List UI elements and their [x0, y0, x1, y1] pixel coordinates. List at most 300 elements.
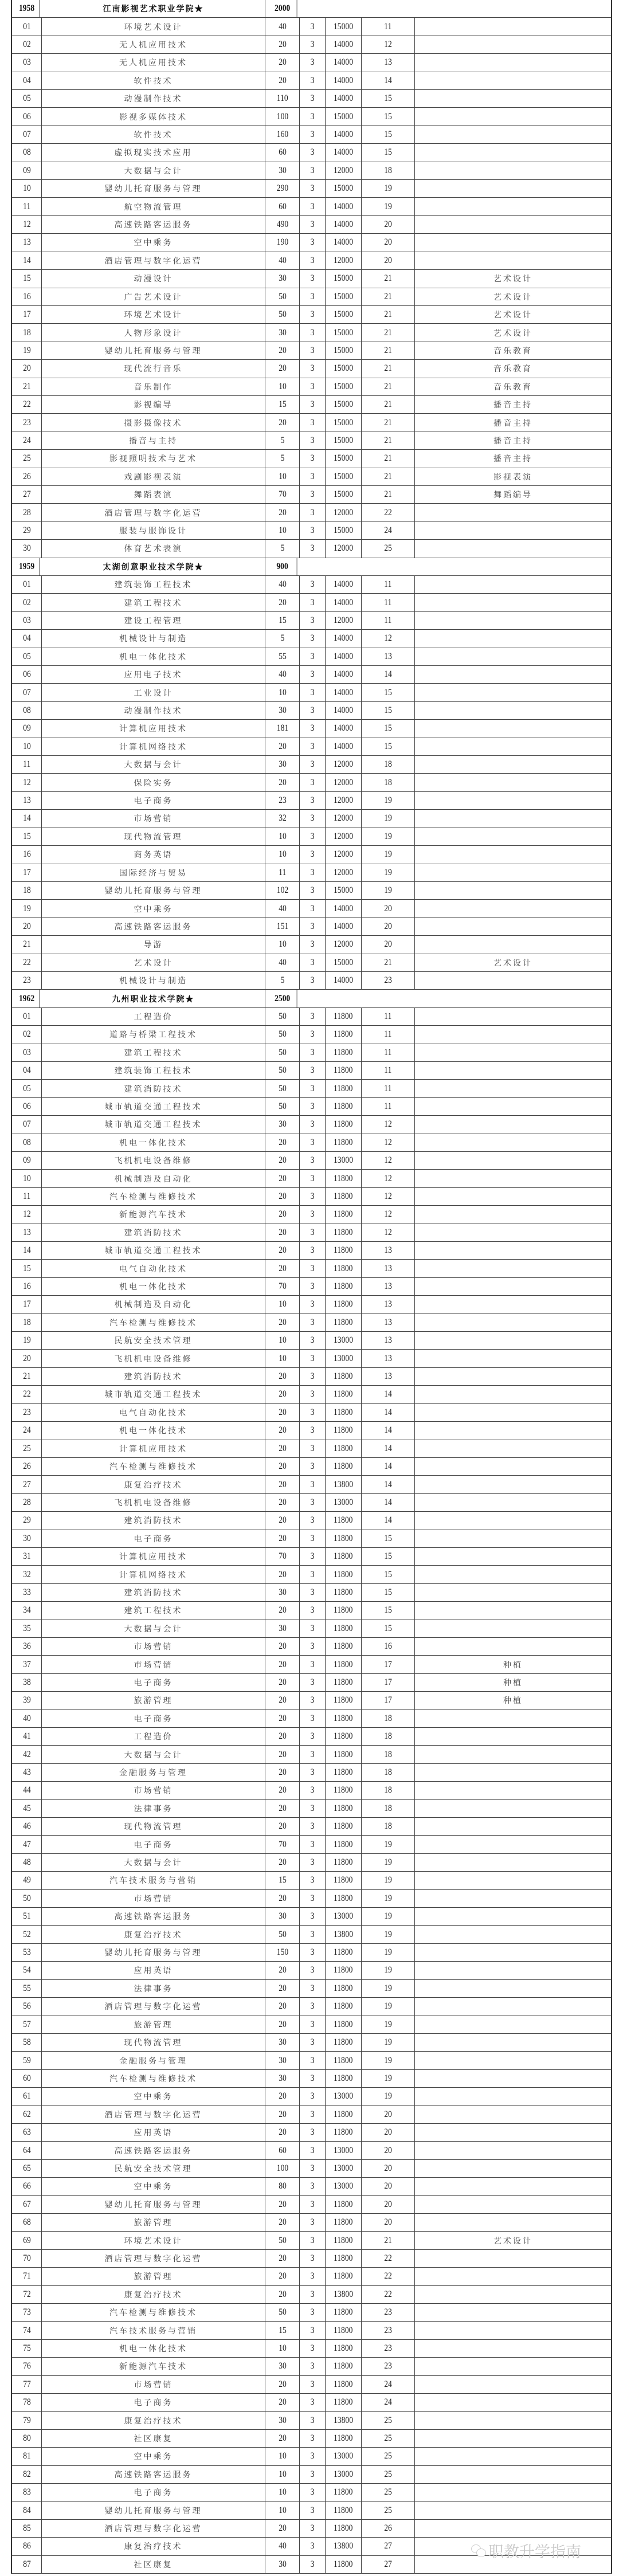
major-years: 3	[310, 2523, 315, 2534]
major-category-cell	[362, 1872, 415, 1889]
major-category: 21	[384, 453, 392, 464]
major-tuition: 13000	[334, 2145, 353, 2155]
major-years-cell	[300, 1368, 326, 1385]
major-quota: 20	[278, 1569, 287, 1579]
major-name: 飞机机电设备维修	[114, 1354, 193, 1364]
major-remark-cell	[415, 324, 611, 341]
major-category-cell	[362, 2124, 415, 2141]
major-category-cell	[362, 144, 415, 161]
major-category-cell	[362, 1080, 415, 1097]
major-row	[12, 2304, 611, 2322]
major-remark-cell	[415, 468, 611, 485]
major-category: 21	[384, 381, 392, 391]
major-row	[12, 1098, 611, 1116]
major-years: 3	[310, 2109, 315, 2119]
major-category: 19	[384, 2001, 392, 2012]
major-remark-cell	[415, 1638, 611, 1655]
major-category-cell	[362, 1062, 415, 1079]
major-row	[12, 2070, 611, 2088]
major-code-cell	[12, 1584, 42, 1601]
major-name: 康复治疗技术	[124, 2290, 183, 2300]
major-remark-cell	[415, 2106, 611, 2123]
major-name: 工程造价	[134, 1732, 173, 1742]
major-tuition-cell	[326, 1566, 362, 1583]
major-years: 3	[310, 1551, 315, 1562]
major-tuition: 11800	[334, 2253, 353, 2263]
major-remark-cell	[415, 450, 611, 467]
major-code: 27	[22, 489, 31, 500]
major-category: 14	[384, 1425, 392, 1436]
major-row	[12, 1332, 611, 1350]
major-quota: 20	[278, 1155, 287, 1166]
major-years: 3	[310, 921, 315, 931]
major-row	[12, 1512, 611, 1530]
major-code: 30	[22, 543, 31, 554]
major-quota-cell	[265, 198, 300, 215]
major-quota: 32	[278, 813, 287, 824]
major-category: 21	[384, 489, 392, 500]
major-tuition: 11800	[334, 1209, 353, 1220]
major-name: 电子商务	[134, 1534, 173, 1544]
major-quota: 30	[278, 2559, 287, 2569]
major-quota: 30	[278, 759, 287, 770]
major-tuition-cell	[326, 1818, 362, 1835]
major-tuition: 11800	[334, 2001, 353, 2012]
major-remark-cell	[415, 198, 611, 215]
major-category-cell	[362, 198, 415, 215]
major-name: 播音与主持	[129, 436, 178, 446]
major-category: 11	[384, 615, 392, 626]
major-remark: 种植	[503, 1696, 523, 1706]
major-name: 商务英语	[134, 850, 173, 860]
major-quota: 20	[278, 2523, 287, 2534]
major-name: 应用英语	[134, 1966, 173, 1976]
major-name-cell	[42, 90, 265, 107]
major-category: 25	[384, 2469, 392, 2479]
major-code-cell	[12, 1980, 42, 1997]
major-tuition: 11800	[334, 2505, 353, 2515]
major-name-cell	[42, 1854, 265, 1871]
major-code: 01	[22, 579, 31, 590]
major-years-cell	[300, 1728, 326, 1745]
major-name-cell	[42, 1638, 265, 1655]
major-quota: 30	[278, 2055, 287, 2065]
major-category-cell	[362, 432, 415, 449]
major-tuition-cell	[326, 612, 362, 629]
major-row	[12, 126, 611, 144]
major-tuition-cell	[326, 486, 362, 503]
major-quota: 50	[278, 1047, 287, 1057]
major-name: 汽车检测与维修技术	[109, 2308, 197, 2318]
major-remark-cell	[415, 2466, 611, 2483]
major-quota: 20	[278, 2019, 287, 2029]
major-code-cell	[12, 1188, 42, 1205]
major-tuition-cell	[326, 288, 362, 305]
major-quota-cell	[265, 2556, 300, 2573]
school-quota: 900	[268, 558, 297, 575]
major-name-cell	[42, 1170, 265, 1187]
major-name-cell	[42, 1566, 265, 1583]
major-tuition-cell	[326, 2501, 362, 2519]
major-code-cell	[12, 1134, 42, 1151]
major-name-cell	[42, 18, 265, 35]
major-code: 11	[22, 759, 31, 770]
major-tuition: 12000	[334, 165, 353, 175]
major-category-cell	[362, 1728, 415, 1745]
major-quota-cell	[265, 954, 300, 971]
major-row	[12, 1242, 611, 1260]
major-category-cell	[362, 1584, 415, 1601]
major-years: 3	[310, 723, 315, 734]
major-row	[12, 648, 611, 666]
major-code-cell	[12, 684, 42, 701]
major-name: 建筑消防技术	[124, 1373, 183, 1382]
major-code: 86	[22, 2541, 31, 2551]
major-category: 18	[384, 777, 392, 787]
major-years-cell	[300, 1404, 326, 1421]
major-quota-cell	[265, 1260, 300, 1277]
major-code-cell	[12, 1278, 42, 1295]
major-years-cell	[300, 900, 326, 917]
major-code: 04	[22, 75, 31, 85]
major-tuition-cell	[326, 720, 362, 737]
major-years: 3	[310, 2451, 315, 2461]
major-row	[12, 90, 611, 108]
major-tuition-cell	[326, 936, 362, 953]
major-quota-cell	[265, 1566, 300, 1583]
major-quota-cell	[265, 1332, 300, 1349]
major-years-cell	[300, 1152, 326, 1169]
major-years: 3	[310, 1389, 315, 1399]
major-quota-cell	[265, 1350, 300, 1367]
major-quota: 80	[278, 2181, 287, 2191]
major-years-cell	[300, 612, 326, 629]
major-remark-cell	[415, 2088, 611, 2105]
major-name: 现代物流管理	[124, 832, 183, 842]
major-quota: 20	[278, 1389, 287, 1399]
major-quota: 20	[278, 1515, 287, 1526]
major-years-cell	[300, 180, 326, 197]
major-remark-cell	[415, 1458, 611, 1475]
major-name-cell	[42, 108, 265, 125]
major-years-cell	[300, 972, 326, 989]
major-tuition: 11800	[334, 1245, 353, 1256]
major-row	[12, 846, 611, 864]
major-name-cell	[42, 2160, 265, 2177]
major-tuition-cell	[326, 504, 362, 521]
major-quota-cell	[265, 1872, 300, 1889]
major-category-cell	[362, 1836, 415, 1853]
major-remark-cell	[415, 288, 611, 305]
major-code-cell	[12, 666, 42, 683]
major-years: 3	[310, 40, 315, 50]
major-years-cell	[300, 1062, 326, 1079]
major-years-cell	[300, 1278, 326, 1295]
major-code: 05	[22, 1083, 31, 1093]
major-code-cell	[12, 576, 42, 593]
major-code: 24	[22, 1425, 31, 1436]
major-code-cell	[12, 270, 42, 287]
major-code-cell	[12, 1674, 42, 1691]
major-name: 国际经济与贸易	[119, 868, 187, 878]
major-name-cell	[42, 414, 265, 431]
major-tuition-cell	[326, 1350, 362, 1367]
major-row	[12, 432, 611, 450]
major-category: 19	[384, 813, 392, 824]
major-years-cell	[300, 1998, 326, 2015]
major-name: 舞蹈表演	[134, 491, 173, 500]
major-name: 建筑装饰工程技术	[114, 581, 193, 590]
major-code: 40	[22, 1713, 31, 1723]
major-tuition: 12000	[334, 939, 353, 950]
major-tuition: 11800	[334, 1389, 353, 1399]
major-remark-cell	[415, 306, 611, 323]
major-quota-cell	[265, 756, 300, 773]
major-years-cell	[300, 1620, 326, 1637]
major-tuition-cell	[326, 666, 362, 683]
major-category-cell	[362, 648, 415, 665]
major-years-cell	[300, 2142, 326, 2159]
major-category-cell	[362, 1098, 415, 1115]
major-tuition-cell	[326, 378, 362, 395]
major-category: 15	[384, 1551, 392, 1562]
major-row	[12, 1566, 611, 1583]
major-row	[12, 2286, 611, 2304]
major-category: 12	[384, 1173, 392, 1183]
major-tuition: 14000	[334, 687, 353, 697]
major-tuition-cell	[326, 1404, 362, 1421]
major-quota-cell	[265, 54, 300, 71]
major-years-cell	[300, 1008, 326, 1025]
major-name: 导游	[143, 940, 163, 950]
major-code-cell	[12, 18, 42, 35]
major-years-cell	[300, 1710, 326, 1727]
major-name-cell	[42, 2142, 265, 2159]
major-years-cell	[300, 2160, 326, 2177]
major-years-cell	[300, 1872, 326, 1889]
major-category: 27	[384, 2541, 392, 2551]
major-code: 26	[22, 1461, 31, 1472]
major-name-cell	[42, 1008, 265, 1025]
major-name: 康复治疗技术	[124, 1930, 183, 1940]
major-remark-cell	[415, 2376, 611, 2393]
major-remark-cell	[415, 1566, 611, 1583]
major-name-cell	[42, 2412, 265, 2429]
major-code-cell	[12, 1476, 42, 1493]
major-years-cell	[300, 936, 326, 953]
major-quota: 5	[280, 435, 284, 445]
major-row	[12, 1206, 611, 1224]
major-years-cell	[300, 2538, 326, 2555]
major-quota-cell	[265, 918, 300, 935]
major-tuition: 12000	[334, 777, 353, 787]
major-quota-cell	[265, 1584, 300, 1601]
major-category-cell	[362, 576, 415, 593]
major-code-cell	[12, 1152, 42, 1169]
major-row	[12, 72, 611, 90]
major-remark-cell	[415, 1890, 611, 1907]
major-row	[12, 1656, 611, 1673]
major-remark-cell	[415, 2268, 611, 2285]
major-category: 14	[384, 669, 392, 680]
major-tuition-cell	[326, 18, 362, 35]
major-tuition-cell	[326, 2034, 362, 2051]
major-quota: 70	[278, 1551, 287, 1562]
major-years: 3	[310, 2559, 315, 2569]
major-category-cell	[362, 1440, 415, 1457]
major-tuition-cell	[326, 162, 362, 179]
major-tuition-cell	[326, 2016, 362, 2033]
major-years-cell	[300, 198, 326, 215]
major-tuition: 14000	[334, 75, 353, 85]
major-years: 3	[310, 291, 315, 301]
major-category-cell	[362, 18, 415, 35]
major-tuition-cell	[326, 1044, 362, 1061]
major-quota-cell	[265, 2160, 300, 2177]
major-years: 3	[310, 1497, 315, 1507]
major-row	[12, 2358, 611, 2375]
major-quota: 15	[278, 2325, 287, 2335]
major-tuition: 11800	[334, 2343, 353, 2354]
major-years: 3	[310, 21, 315, 32]
major-code-cell	[12, 1386, 42, 1403]
major-quota: 20	[278, 1821, 287, 1832]
major-years: 3	[310, 1335, 315, 1346]
major-quota-cell	[265, 2322, 300, 2339]
major-name-cell	[42, 2070, 265, 2087]
major-code: 83	[22, 2487, 31, 2497]
major-years-cell	[300, 2394, 326, 2411]
major-row	[12, 1440, 611, 1458]
major-name-cell	[42, 1188, 265, 1205]
major-quota: 30	[278, 705, 287, 716]
major-remark-cell	[415, 576, 611, 593]
major-row	[12, 216, 611, 234]
major-category-cell	[362, 1602, 415, 1619]
major-code-cell	[12, 2142, 42, 2159]
major-code-cell	[12, 2106, 42, 2123]
major-code-cell	[12, 2358, 42, 2375]
major-code-cell	[12, 594, 42, 611]
major-category-cell	[362, 2088, 415, 2105]
major-name: 空中乘务	[134, 904, 173, 914]
major-tuition: 11800	[334, 1443, 353, 1453]
major-years: 3	[310, 1569, 315, 1579]
major-tuition: 11800	[334, 1083, 353, 1093]
major-name-cell	[42, 198, 265, 215]
major-years-cell	[300, 1494, 326, 1511]
major-category-cell	[362, 2520, 415, 2537]
school-header-row	[12, 0, 611, 18]
major-tuition: 12000	[334, 255, 353, 265]
major-tuition-cell	[326, 2466, 362, 2483]
major-tuition: 11800	[334, 1227, 353, 1237]
major-quota: 10	[278, 2343, 287, 2354]
major-quota-cell	[265, 1152, 300, 1169]
major-tuition: 13000	[334, 2469, 353, 2479]
major-category: 15	[384, 1533, 392, 1543]
major-name: 旅游管理	[134, 2020, 173, 2030]
major-years-cell	[300, 1782, 326, 1799]
major-quota: 30	[278, 273, 287, 284]
major-quota: 20	[278, 1245, 287, 1256]
major-tuition-cell	[326, 1890, 362, 1907]
major-tuition-cell	[326, 2088, 362, 2105]
major-quota: 40	[278, 255, 287, 265]
major-years: 3	[310, 1209, 315, 1220]
major-tuition-cell	[326, 126, 362, 143]
major-years-cell	[300, 2232, 326, 2249]
major-category-cell	[362, 954, 415, 971]
major-quota-cell	[265, 2448, 300, 2465]
major-years-cell	[300, 378, 326, 395]
major-remark: 影视表演	[493, 472, 532, 482]
major-tuition: 15000	[334, 183, 353, 194]
major-remark-cell	[415, 1116, 611, 1133]
major-category-cell	[362, 936, 415, 953]
major-tuition: 14000	[334, 597, 353, 607]
major-code-cell	[12, 252, 42, 269]
major-remark-cell	[415, 792, 611, 809]
major-years: 3	[310, 1515, 315, 1526]
major-code: 03	[22, 1047, 31, 1057]
major-quota-cell	[265, 1098, 300, 1115]
major-tuition: 14000	[334, 651, 353, 661]
major-name: 大数据与会计	[124, 1750, 183, 1760]
major-quota-cell	[265, 1980, 300, 1997]
major-remark-cell	[415, 1476, 611, 1493]
major-tuition-cell	[326, 1152, 362, 1169]
major-name-cell	[42, 2214, 265, 2231]
major-name: 虚拟现实技术应用	[114, 148, 193, 158]
major-category: 19	[384, 183, 392, 194]
major-category-cell	[362, 504, 415, 521]
major-tuition-cell	[326, 1530, 362, 1547]
major-quota: 20	[278, 1227, 287, 1237]
major-category-cell	[362, 1998, 415, 2015]
major-row	[12, 2250, 611, 2268]
major-category: 22	[384, 507, 392, 517]
major-tuition-cell	[326, 1944, 362, 1961]
major-category: 18	[384, 165, 392, 175]
major-category-cell	[362, 864, 415, 881]
major-category-cell	[362, 1692, 415, 1709]
major-code-cell	[12, 1350, 42, 1367]
major-tuition-cell	[326, 1368, 362, 1385]
major-category-cell	[362, 1908, 415, 1925]
major-category-cell	[362, 1242, 415, 1259]
major-remark: 播音主持	[493, 418, 532, 428]
major-quota: 40	[278, 2541, 287, 2551]
major-category-cell	[362, 792, 415, 809]
major-tuition-cell	[326, 1206, 362, 1223]
major-quota-cell	[265, 1836, 300, 1853]
major-quota-cell	[265, 270, 300, 287]
major-quota-cell	[265, 2340, 300, 2357]
major-name: 市场营销	[134, 2380, 173, 2390]
major-name: 康复治疗技术	[124, 1480, 183, 1490]
major-years-cell	[300, 108, 326, 125]
major-code-cell	[12, 1242, 42, 1259]
major-quota: 5	[280, 543, 284, 554]
major-tuition-cell	[326, 2304, 362, 2321]
major-quota-cell	[265, 1314, 300, 1331]
major-name: 计算机网络技术	[119, 742, 187, 752]
major-name-cell	[42, 432, 265, 449]
major-years: 3	[310, 1281, 315, 1292]
major-remark-cell	[415, 864, 611, 881]
major-category-cell	[362, 1368, 415, 1385]
